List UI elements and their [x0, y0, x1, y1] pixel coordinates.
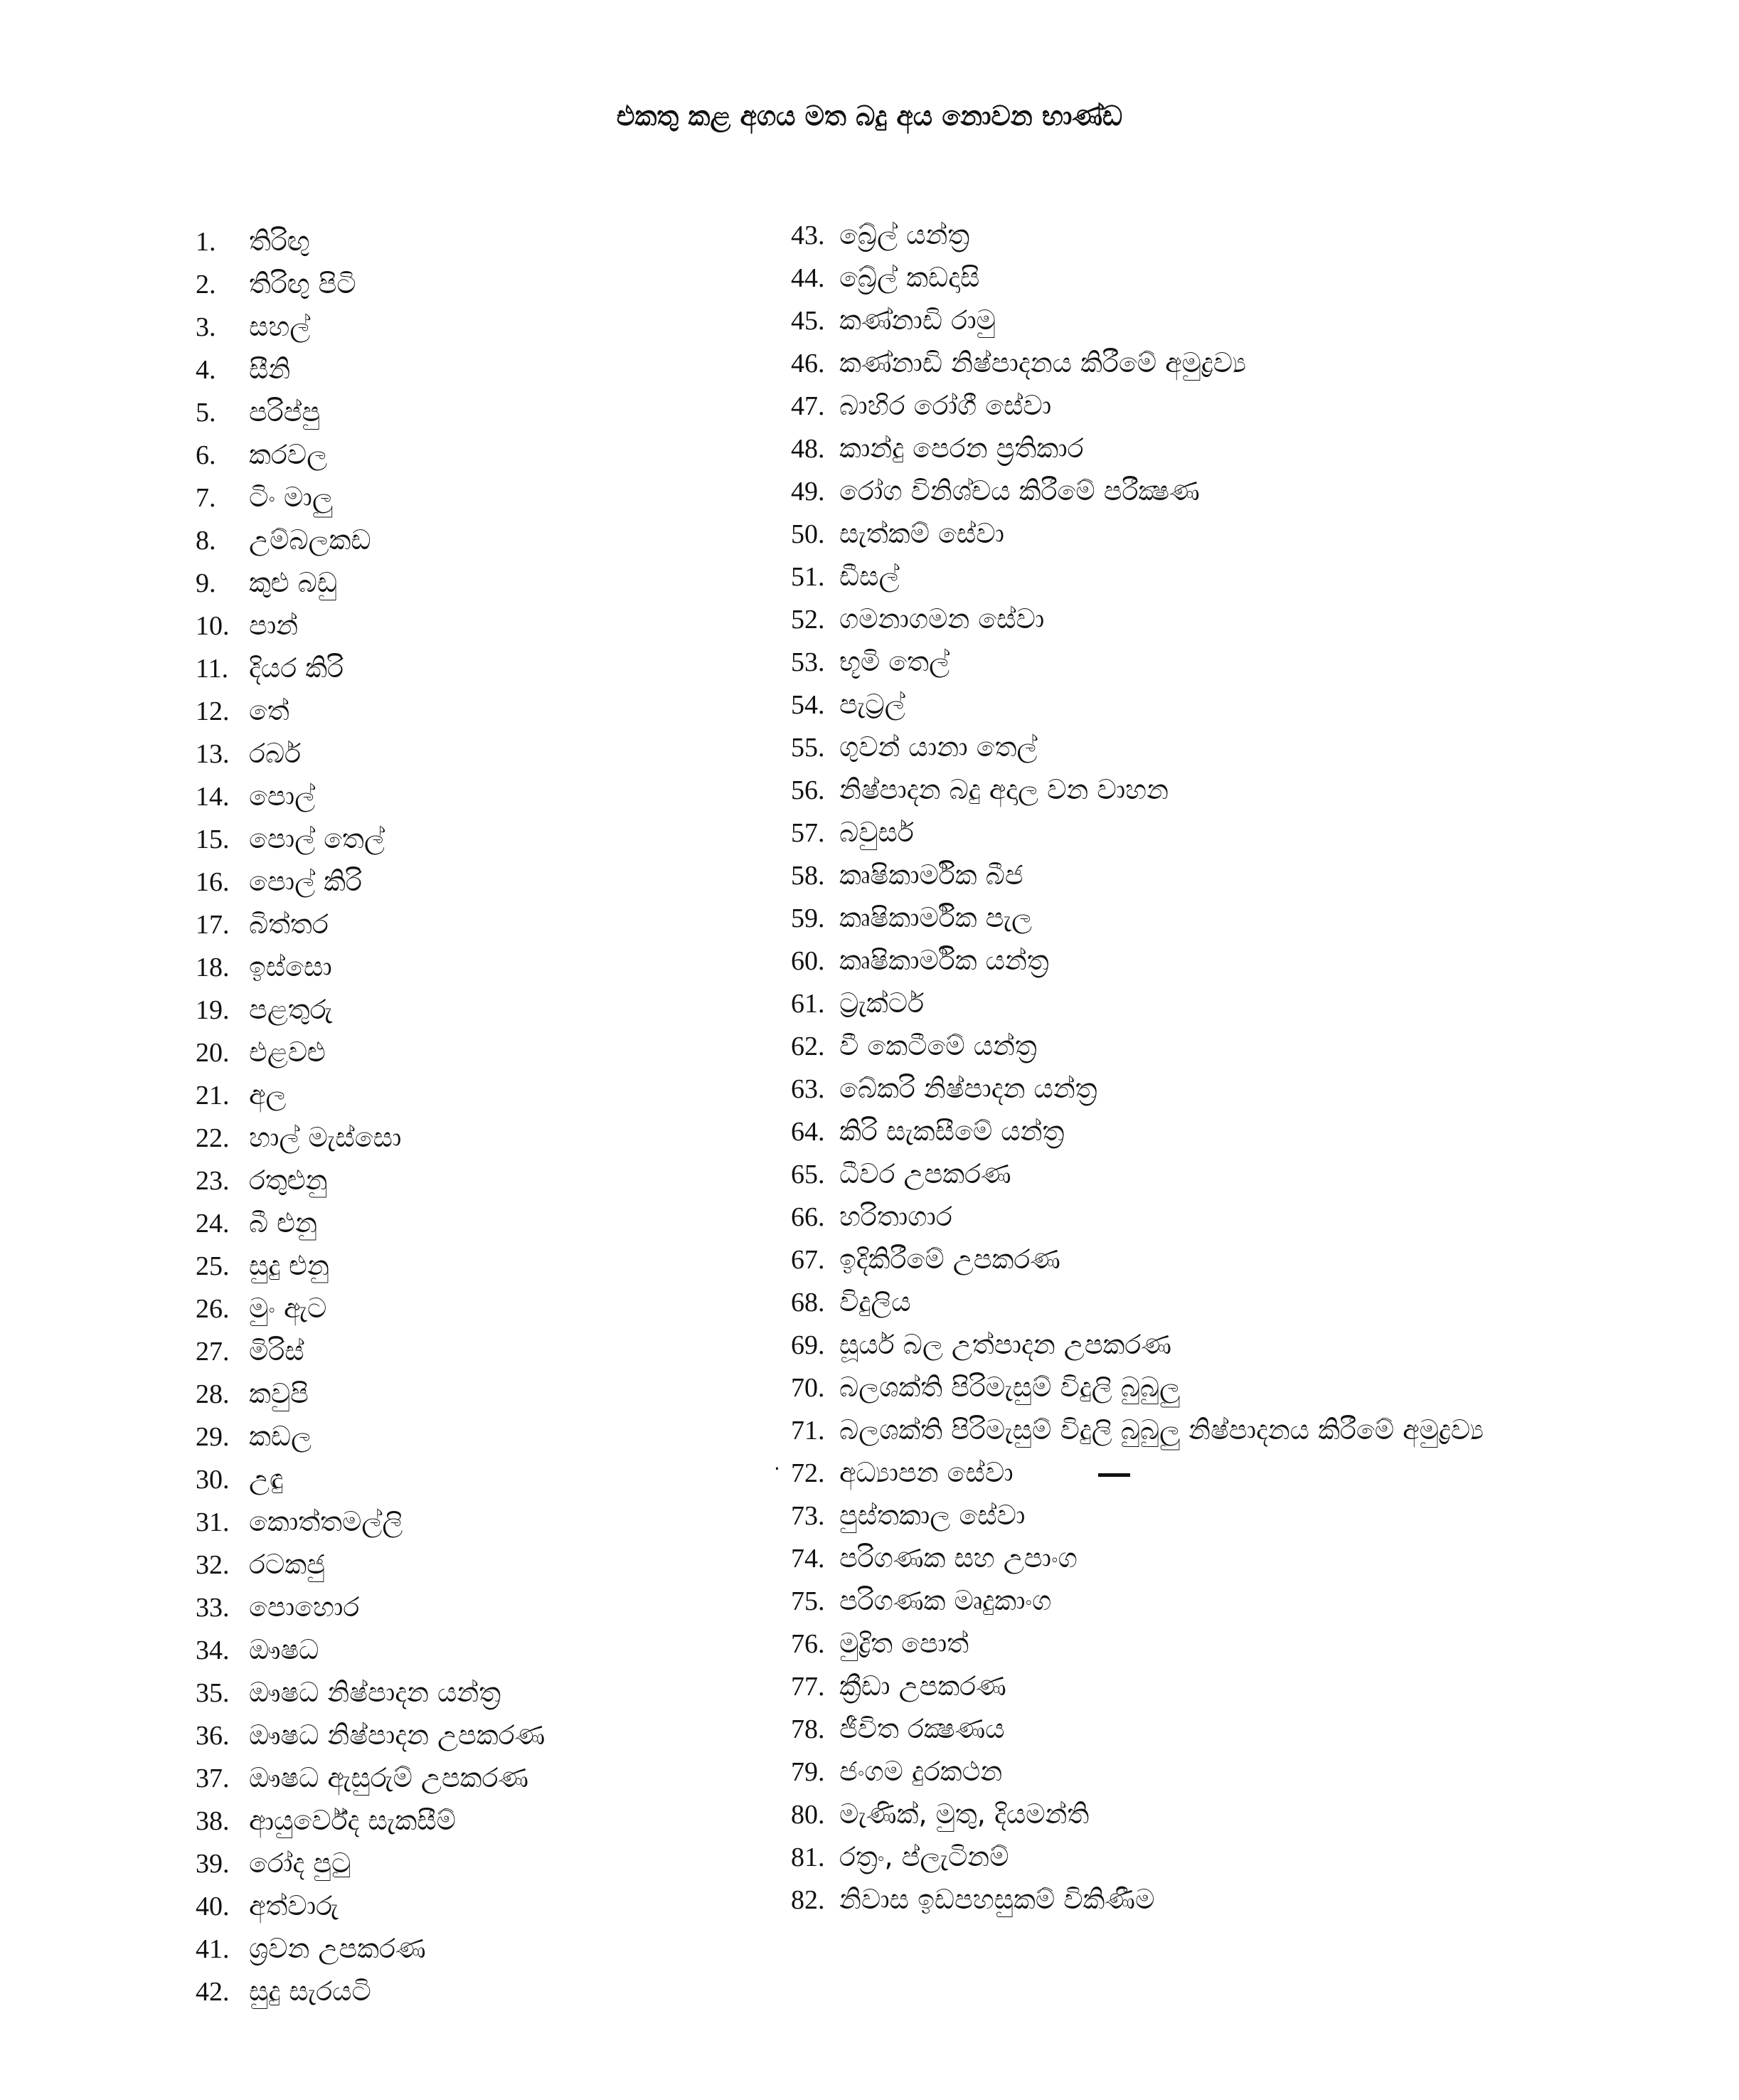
item-label: තිරිඟු පිටි: [249, 268, 356, 299]
list-item: [196, 1159, 545, 1202]
item-number: 66.: [791, 1202, 825, 1232]
item-number: 79.: [791, 1757, 825, 1787]
item-label: ජංගම දුරකථන: [839, 1756, 1003, 1787]
item-number: 21.: [196, 1081, 230, 1110]
list-item: [791, 256, 1484, 299]
list-item: [791, 427, 1484, 470]
item-label: බ්‍රේල් කඩදාසි: [839, 262, 980, 293]
list-item: [196, 1500, 545, 1543]
margin-mark: ·: [774, 1457, 780, 1480]
item-number: 42.: [196, 1977, 230, 2007]
item-number: 51.: [791, 562, 825, 592]
item-number: 54.: [791, 690, 825, 720]
item-label: අධ්‍යාපන සේවා: [839, 1457, 1014, 1488]
item-label: කණ්නාඩි රාමු: [839, 304, 996, 336]
item-label: සහල්: [249, 311, 311, 342]
item-number: 40.: [196, 1892, 230, 1921]
item-label: බිත්තර: [249, 908, 329, 940]
item-number: 1.: [196, 227, 216, 257]
list-item: [791, 1878, 1484, 1921]
item-number: 20.: [196, 1038, 230, 1068]
item-label: රෝග විනිශ්චය කිරීමේ පරීක්‍ෂණ: [839, 475, 1200, 507]
item-number: 50.: [791, 519, 825, 549]
list-item: [791, 1579, 1484, 1622]
item-number: 17.: [196, 910, 230, 940]
pen-dash-mark: [1098, 1473, 1130, 1477]
item-number: 76.: [791, 1629, 825, 1659]
list-item: [791, 598, 1484, 640]
item-label: පොල් තෙල්: [249, 823, 385, 854]
item-number: 19.: [196, 995, 230, 1025]
list-item: [791, 811, 1484, 854]
item-label: කෘෂිකාර්මික බීජ: [839, 859, 1023, 891]
item-label: හරිතාගාර: [839, 1201, 952, 1232]
list-item: [791, 1622, 1484, 1665]
list-item: [196, 1202, 545, 1244]
item-label: පොහොර: [249, 1591, 360, 1623]
item-label: තිරිඟු: [249, 226, 310, 257]
list-item: [791, 1707, 1484, 1750]
item-number: 30.: [196, 1465, 230, 1495]
item-label: කණ්නාඩි නිෂ්පාදනය කිරීමේ අමුද්‍රව්‍ය: [839, 347, 1246, 378]
item-label: මුද්‍රිත පොත්: [839, 1628, 969, 1659]
item-number: 75.: [791, 1586, 825, 1616]
list-item: [791, 213, 1484, 256]
item-number: 36.: [196, 1721, 230, 1751]
list-item: [791, 470, 1484, 512]
list-item: [196, 732, 545, 775]
item-number: 72.: [791, 1458, 825, 1488]
item-label: හාල් මැස්සො: [249, 1122, 402, 1153]
item-label: පොල්: [249, 780, 316, 812]
item-label: ක්‍රීඩා උපකරණ: [839, 1670, 1006, 1702]
list-item: [791, 384, 1484, 427]
item-label: බේකරි නිෂ්පාදන යන්ත්‍ර: [839, 1073, 1097, 1104]
list-item: [791, 1835, 1484, 1878]
item-number: 18.: [196, 953, 230, 982]
item-label: ජීවිත රක්‍ෂණය: [839, 1713, 1005, 1744]
list-item: [196, 1073, 545, 1116]
item-label: සීනි: [249, 354, 291, 385]
item-number: 58.: [791, 861, 825, 891]
item-label: කෘෂිකාර්මික යන්ත්‍ර: [839, 945, 1049, 976]
list-item: [196, 945, 545, 988]
item-list-left: [196, 220, 545, 2012]
item-label: ඉස්සො: [249, 951, 332, 982]
list-item: [196, 1244, 545, 1287]
item-label: ගමනාගමන සේවා: [839, 603, 1045, 635]
item-number: 80.: [791, 1800, 825, 1830]
item-number: 74.: [791, 1544, 825, 1574]
list-item: [791, 854, 1484, 896]
list-item: [791, 1793, 1484, 1835]
list-item: [791, 1238, 1484, 1280]
list-item: [791, 939, 1484, 982]
item-number: 22.: [196, 1123, 230, 1153]
item-label: මුං ඇට: [249, 1293, 327, 1324]
item-number: 81.: [791, 1842, 825, 1872]
item-number: 2.: [196, 270, 216, 299]
item-label: විදුලිය: [839, 1286, 911, 1317]
item-label: පැට්‍රල්: [839, 689, 905, 720]
item-label: කිරි සැකසීමේ යන්ත්‍ර: [839, 1115, 1065, 1147]
list-item: [791, 1067, 1484, 1110]
list-item: [196, 1586, 545, 1628]
item-number: 67.: [791, 1245, 825, 1275]
item-number: 25.: [196, 1251, 230, 1281]
item-number: 55.: [791, 733, 825, 763]
list-item: [196, 1927, 545, 1970]
list-item: [196, 1671, 545, 1714]
item-number: 26.: [196, 1294, 230, 1324]
list-item: [196, 1415, 545, 1458]
list-item: [196, 1458, 545, 1500]
list-item: [196, 1628, 545, 1671]
item-number: 29.: [196, 1422, 230, 1452]
item-label: ඉදිකිරීමේ උපකරණ: [839, 1243, 1060, 1275]
item-number: 6.: [196, 440, 216, 470]
item-label: බී ළුනු: [249, 1207, 317, 1239]
item-label: බලශක්ති පිරිමැසුම් විදුලි බුබුලු නිෂ්පාදනය කිරීමේ අමුද්‍රව්‍ය: [839, 1414, 1484, 1446]
item-number: 4.: [196, 355, 216, 385]
item-number: 12.: [196, 696, 230, 726]
item-number: 53.: [791, 647, 825, 677]
list-item: [196, 1116, 545, 1159]
item-number: 64.: [791, 1117, 825, 1147]
item-label: සැත්කම් සේවා: [839, 518, 1005, 549]
list-item: [196, 988, 545, 1031]
item-number: 62.: [791, 1032, 825, 1061]
list-item: [791, 1152, 1484, 1195]
item-number: 47.: [791, 391, 825, 421]
item-label: උඳු: [249, 1463, 284, 1495]
item-number: 61.: [791, 989, 825, 1019]
item-number: 71.: [791, 1416, 825, 1446]
list-item: [791, 1110, 1484, 1152]
item-number: 46.: [791, 349, 825, 378]
item-label: රෝද පුටු: [249, 1847, 351, 1879]
item-label: අල: [249, 1079, 287, 1110]
item-label: රත්‍රං, ප්ලැටිනම්: [839, 1841, 1009, 1872]
item-number: 82.: [791, 1885, 825, 1915]
item-label: මැණික්, මුතු, දියමන්ති: [839, 1798, 1090, 1830]
item-label: කරවල: [249, 439, 328, 470]
list-item: [791, 1537, 1484, 1579]
item-number: 31.: [196, 1507, 230, 1537]
list-item: [196, 433, 545, 476]
list-item: [791, 1323, 1484, 1366]
item-number: 52.: [791, 605, 825, 635]
item-number: 65.: [791, 1160, 825, 1189]
item-label: පරිප්පු: [249, 396, 321, 428]
item-label: ඖෂධ: [249, 1634, 319, 1665]
item-label: බාහිර රෝගී සේවා: [839, 390, 1052, 421]
item-number: 33.: [196, 1593, 230, 1623]
list-item: [791, 768, 1484, 811]
item-label: බවුසර්: [839, 817, 914, 848]
item-number: 41.: [196, 1934, 230, 1964]
list-item: [196, 305, 545, 348]
list-item: [196, 561, 545, 604]
list-item: [196, 647, 545, 689]
item-number: 59.: [791, 903, 825, 933]
item-number: 77.: [791, 1672, 825, 1702]
list-item: [196, 220, 545, 262]
item-label: කාන්දු පෙරන ප්‍රතිකාර: [839, 433, 1084, 464]
item-label: නිෂ්පාදන බදු අදාල වන වාහන: [839, 774, 1169, 805]
item-label: මිරිස්: [249, 1335, 304, 1367]
item-label: දියර කිරි: [249, 652, 344, 684]
item-label: ශ්‍රවන උපකරණ: [249, 1933, 426, 1964]
item-label: පොල් කිරි: [249, 866, 362, 897]
item-number: 68.: [791, 1288, 825, 1317]
item-label: පුස්තකාල සේවා: [839, 1500, 1026, 1531]
item-label: පාන්: [249, 610, 299, 641]
item-label: ධීවර උපකරණ: [839, 1158, 1011, 1189]
item-label: අත්වාරු: [249, 1890, 339, 1921]
item-list-right: [791, 213, 1484, 1921]
item-number: 35.: [196, 1678, 230, 1708]
list-item: [791, 1665, 1484, 1707]
item-label: ආයුර්වේද සැකසීම්: [249, 1805, 456, 1836]
item-label: සූර්ය බල උත්පාදන උපකරණ: [839, 1329, 1172, 1360]
list-item: [791, 1024, 1484, 1067]
list-item: [196, 1031, 545, 1073]
item-number: 16.: [196, 867, 230, 897]
list-item: [196, 903, 545, 945]
item-number: 73.: [791, 1501, 825, 1531]
item-number: 15.: [196, 824, 230, 854]
item-label: බලශක්ති පිරිමැසුම් විදුලි බුබුලු: [839, 1372, 1181, 1403]
list-item: [791, 1494, 1484, 1537]
item-label: ඖෂධ නිෂ්පාදන යන්ත්‍ර: [249, 1677, 501, 1708]
item-number: 8.: [196, 526, 216, 556]
item-number: 78.: [791, 1714, 825, 1744]
item-label: ඩීසල්: [839, 561, 900, 592]
item-label: රබර්: [249, 738, 302, 769]
item-label: සුදු සැරයටි: [249, 1976, 371, 2007]
list-item: [791, 1750, 1484, 1793]
item-number: 49.: [791, 477, 825, 507]
item-number: 23.: [196, 1166, 230, 1196]
item-number: 43.: [791, 221, 825, 250]
page-title: එකතු කළ අගය මත බදු අය නොවන භාණ්ඩ: [616, 100, 1123, 132]
list-item: [791, 1280, 1484, 1323]
list-item: [196, 1714, 545, 1756]
item-number: 7.: [196, 483, 216, 513]
list-item: [791, 640, 1484, 683]
item-number: 69.: [791, 1330, 825, 1360]
item-label: බ්‍රේල් යන්ත්‍ර: [839, 219, 970, 250]
item-number: 11.: [196, 654, 229, 684]
item-number: 56.: [791, 775, 825, 805]
list-item: [791, 896, 1484, 939]
list-item: [196, 1330, 545, 1372]
item-number: 9.: [196, 568, 216, 598]
item-number: 70.: [791, 1373, 825, 1403]
item-label: භූමි තෙල්: [839, 646, 950, 677]
item-label: ටිං මාලු: [249, 482, 333, 513]
item-label: කවුපි: [249, 1378, 309, 1409]
list-item: [196, 262, 545, 305]
item-label: රතුළුනු: [249, 1165, 328, 1196]
item-number: 13.: [196, 739, 230, 769]
item-number: 24.: [196, 1209, 230, 1239]
item-label: ගුවන් යානා තෙල්: [839, 731, 1038, 763]
list-item: [791, 1451, 1484, 1494]
list-item: [196, 775, 545, 817]
list-item: [791, 1195, 1484, 1238]
item-label: කඩල: [249, 1421, 312, 1452]
item-label: පරිගණක මෘදුකාංග: [839, 1585, 1052, 1616]
item-label: කුළු බඩු: [249, 567, 337, 598]
list-item: [196, 476, 545, 519]
item-label: රටකජු: [249, 1549, 325, 1580]
list-item: [196, 1287, 545, 1330]
item-number: 5.: [196, 398, 216, 428]
list-item: [196, 1970, 545, 2012]
item-label: පළතුරු: [249, 994, 333, 1025]
item-label: එළවළු: [249, 1036, 326, 1068]
list-item: [196, 1756, 545, 1799]
item-label: ඖෂධ ඇසුරුම් උපකරණ: [249, 1762, 529, 1793]
item-number: 14.: [196, 782, 230, 812]
item-number: 48.: [791, 434, 825, 464]
item-number: 3.: [196, 312, 216, 342]
item-number: 38.: [196, 1806, 230, 1836]
item-number: 27.: [196, 1337, 230, 1367]
list-item: [196, 1799, 545, 1842]
item-label: වී කෙටීමේ යන්ත්‍ර: [839, 1030, 1037, 1061]
item-label: පරිගණක සහ උපාංග: [839, 1542, 1078, 1574]
list-item: [196, 604, 545, 647]
item-number: 28.: [196, 1379, 230, 1409]
list-item: [791, 982, 1484, 1024]
list-item: [196, 1372, 545, 1415]
list-item: [791, 299, 1484, 341]
item-number: 57.: [791, 818, 825, 848]
item-label: සුදු ළුනු: [249, 1250, 329, 1281]
list-item: [196, 817, 545, 860]
item-label: ඖෂධ නිෂ්පාදන උපකරණ: [249, 1719, 546, 1751]
item-number: 34.: [196, 1635, 230, 1665]
list-item: [791, 726, 1484, 768]
item-number: 39.: [196, 1849, 230, 1879]
list-item: [196, 689, 545, 732]
item-number: 60.: [791, 946, 825, 976]
list-item: [196, 1842, 545, 1884]
item-number: 10.: [196, 611, 230, 641]
item-number: 63.: [791, 1074, 825, 1104]
item-number: 45.: [791, 306, 825, 336]
list-item: [196, 1884, 545, 1927]
item-number: 37.: [196, 1764, 230, 1793]
item-number: 44.: [791, 263, 825, 293]
list-item: [196, 348, 545, 391]
item-number: 32.: [196, 1550, 230, 1580]
list-item: [791, 1409, 1484, 1451]
list-item: [196, 860, 545, 903]
item-label: උම්බලකඩ: [249, 524, 371, 556]
list-item: [791, 683, 1484, 726]
item-label: ට්‍රැක්ටර්: [839, 987, 925, 1019]
item-label: කොත්තමල්ලි: [249, 1506, 403, 1537]
item-label: තේ: [249, 695, 289, 726]
item-label: කෘෂිකාර්මික පැල: [839, 902, 1032, 933]
list-item: [196, 1543, 545, 1586]
item-label: නිවාස ඉඩපහසුකම් විකිණීම: [839, 1884, 1155, 1915]
list-item: [196, 519, 545, 561]
list-item: [791, 341, 1484, 384]
list-item: [791, 555, 1484, 598]
list-item: [791, 1366, 1484, 1409]
list-item: [196, 391, 545, 433]
list-item: [791, 512, 1484, 555]
